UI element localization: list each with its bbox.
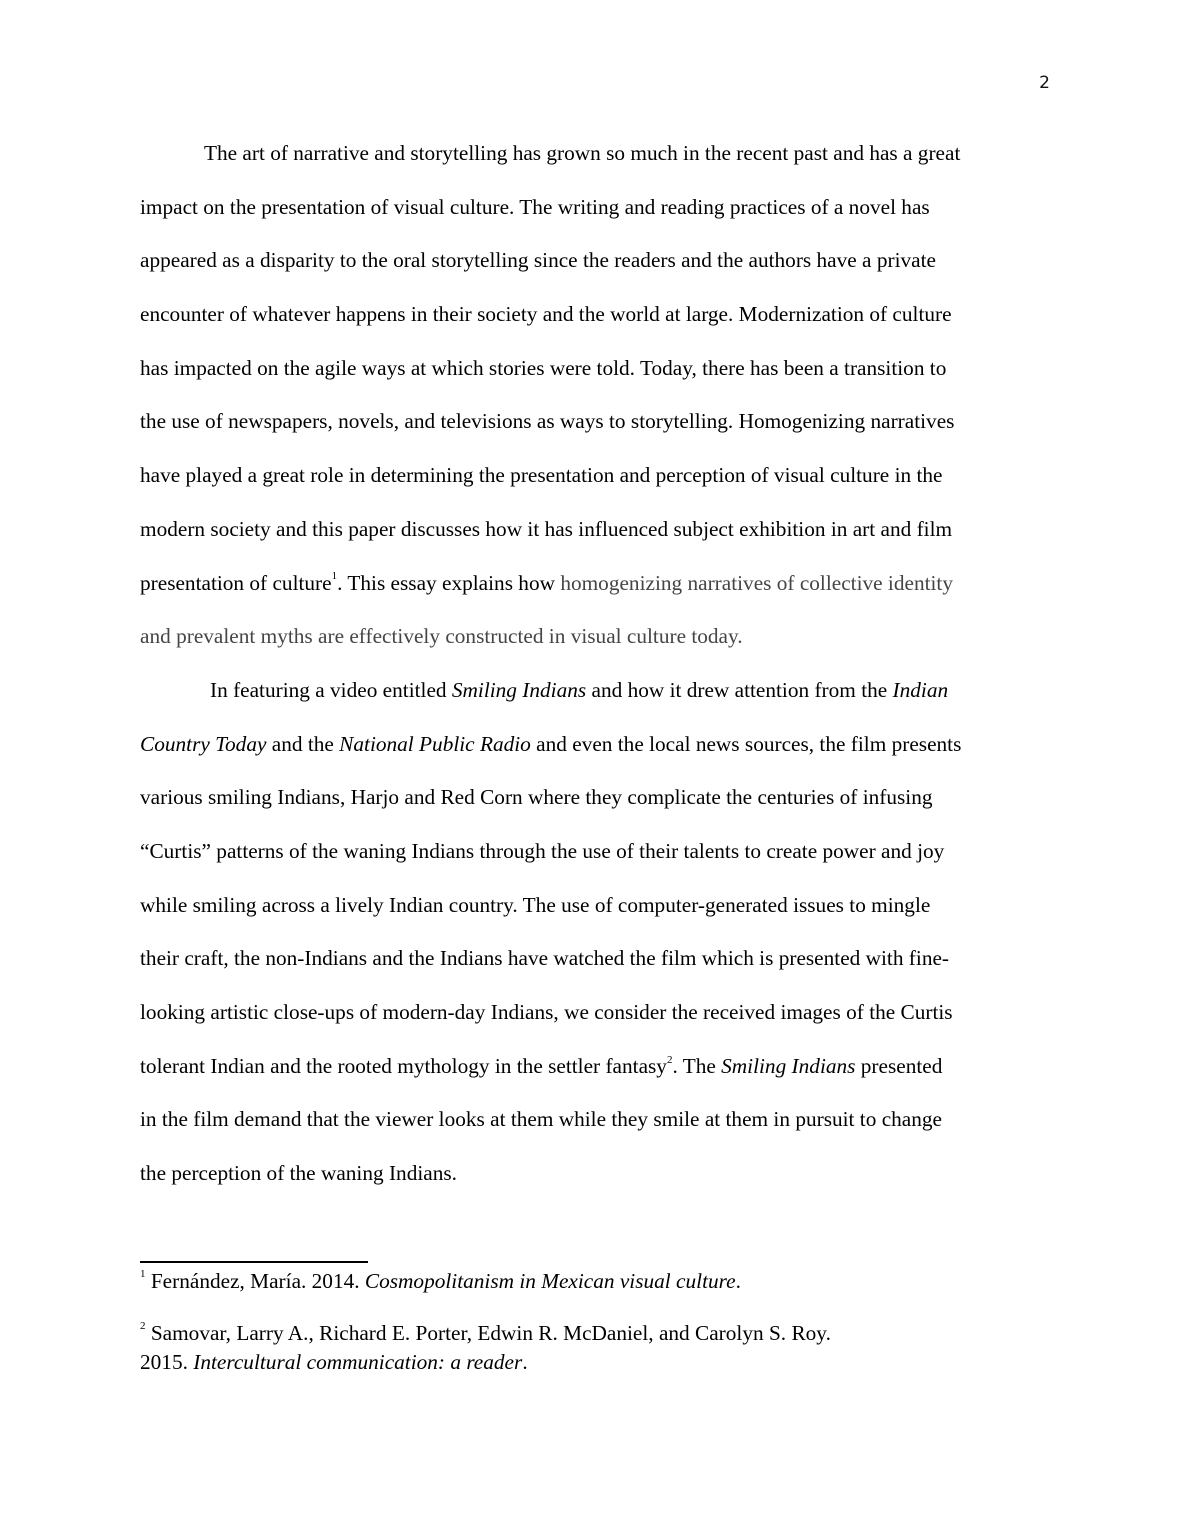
- thesis-text: homogenizing narratives of collective identity: [560, 570, 953, 595]
- footnote-reference-2[interactable]: 2: [666, 1053, 673, 1066]
- paragraph-1: [140, 127, 1052, 664]
- text-run: In featuring a video entitled: [210, 677, 452, 702]
- paragraph-line: have played a great role in determining the presentation and perception of visual culture in the: [140, 463, 943, 488]
- page-number: 2: [1039, 73, 1050, 93]
- paragraph-line: their craft, the non-Indians and the Indians have watched the film which is presented with fine-: [140, 946, 950, 971]
- text-run: presented: [855, 1053, 943, 1078]
- paragraph-line: looking artistic close-ups of modern-day Indians, we consider the received images of the Curtis: [140, 1000, 953, 1024]
- footnotes: [140, 1267, 1040, 1377]
- thesis-text: and prevalent myths are effectively constructed in visual culture today.: [140, 624, 743, 649]
- footnote-1: [140, 1267, 1040, 1296]
- paragraph-line: various smiling Indians, Harjo and Red Corn where they complicate the centuries of infusing: [140, 785, 933, 810]
- paragraph-line: The art of narrative and storytelling has grown so much in the recent past and has a great: [204, 141, 961, 165]
- paragraph-line: [140, 718, 1052, 772]
- paragraph-line: “Curtis” patterns of the waning Indians through the use of their talents to create power and joy: [140, 838, 945, 863]
- film-title: Smiling Indians: [451, 677, 587, 702]
- text-run: . The: [672, 1053, 722, 1078]
- text-run: and how it drew attention from the: [586, 677, 893, 702]
- publication-title: National Public Radio: [339, 731, 531, 756]
- footnote-text: 2015.: [140, 1350, 194, 1374]
- text-run: and the: [266, 731, 340, 756]
- footnote-reference-1[interactable]: 1: [331, 570, 338, 583]
- publication-title: Country Today: [140, 731, 267, 756]
- text-run: presentation of culture: [140, 570, 332, 595]
- document-body: [140, 127, 1052, 1201]
- paragraph-line: [140, 664, 1052, 718]
- text-run: tolerant Indian and the rooted mythology in the settler fantasy: [140, 1053, 667, 1078]
- paragraph-line: has impacted on the agile ways at which stories were told. Today, there has been a transition to: [140, 355, 947, 380]
- footnote-title: Cosmopolitanism in Mexican visual culture: [364, 1269, 736, 1293]
- footnote-marker: 2: [140, 1319, 146, 1332]
- paragraph-line: the use of newspapers, novels, and televisions as ways to storytelling. Homogenizing narratives: [140, 409, 955, 434]
- paragraph-line: encounter of whatever happens in their society and the world at large. Modernization of culture: [140, 302, 952, 327]
- film-title: Smiling Indians: [721, 1053, 856, 1078]
- paragraph-line: appeared as a disparity to the oral storytelling since the readers and the authors have a private: [140, 248, 936, 273]
- paragraph-line: in the film demand that the viewer looks at them while they smile at them in pursuit to change: [140, 1107, 942, 1132]
- text-run: and even the local news sources, the film presents: [530, 731, 962, 756]
- text-run: . This essay explains how: [337, 570, 561, 595]
- paragraph-line: while smiling across a lively Indian country. The use of computer-generated issues to mingle: [140, 892, 931, 917]
- footnote-text: Samovar, Larry A., Richard E. Porter, Edwin R. McDaniel, and Carolyn S. Roy.: [145, 1321, 831, 1345]
- paragraph-line: modern society and this paper discusses how it has influenced subject exhibition in art and film: [140, 516, 953, 541]
- footnote-separator: [140, 1261, 368, 1263]
- paragraph-line: [140, 1040, 1052, 1094]
- footnote-title: Intercultural communication: a reader: [193, 1350, 523, 1374]
- paragraph-line: impact on the presentation of visual culture. The writing and reading practices of a novel has: [140, 194, 930, 219]
- publication-title: Indian: [892, 677, 949, 702]
- footnote-2: [140, 1319, 1040, 1377]
- paragraph-line: the perception of the waning Indians.: [140, 1161, 457, 1186]
- footnote-marker: 1: [140, 1267, 146, 1280]
- paragraph-2: [140, 664, 1052, 1201]
- footnote-text: .: [735, 1269, 741, 1293]
- footnote-text: Fernández, María. 2014.: [145, 1269, 365, 1293]
- paragraph-line: [140, 557, 1052, 611]
- footnote-text: .: [522, 1350, 528, 1374]
